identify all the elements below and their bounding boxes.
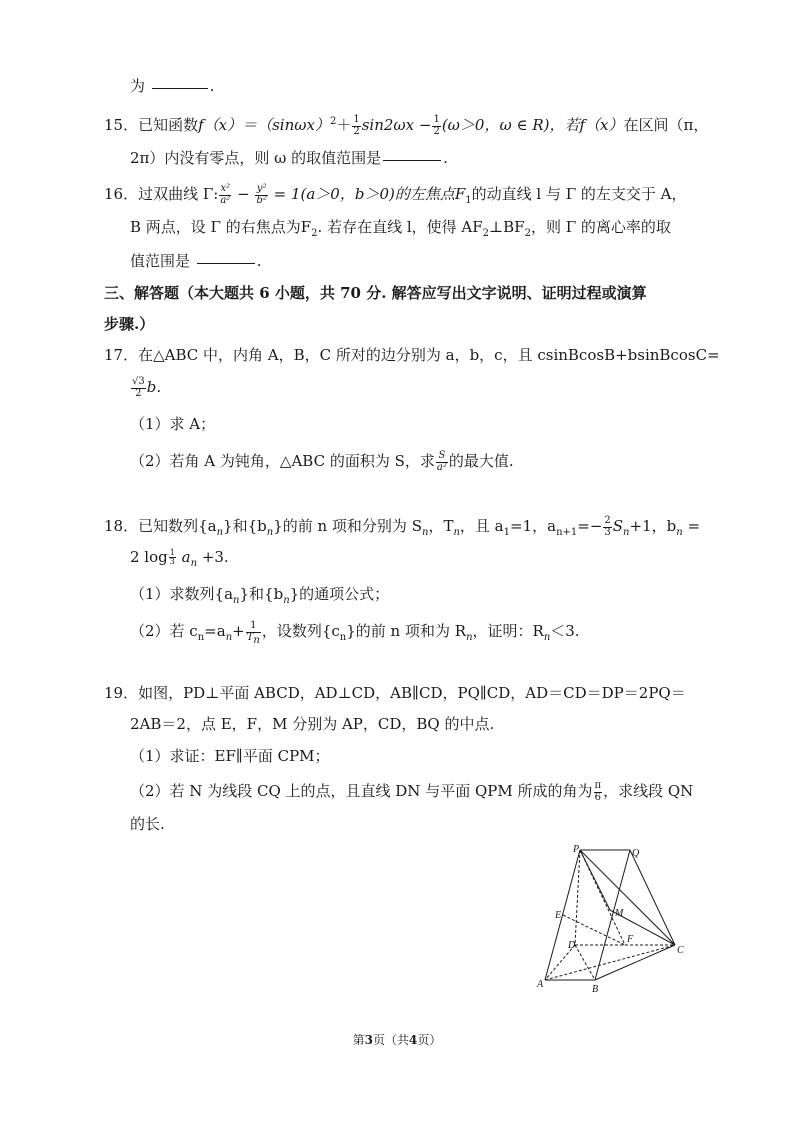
- footer-mid: 页（共: [372, 1033, 409, 1047]
- q18-sub: 1: [503, 527, 510, 538]
- frac-den: 3: [604, 526, 611, 538]
- q16-text: 16．过双曲线 Γ:: [104, 185, 219, 203]
- frac-den: 6: [594, 791, 601, 803]
- q16-text-2: 的动直线 l 与 Γ 的左支交于 A，: [471, 185, 687, 203]
- q16-sub-2: 2: [311, 228, 318, 239]
- q18-part-1-text-3: }的通项公式；: [289, 585, 390, 603]
- q18-sub: n: [283, 595, 290, 606]
- q18-sub: n: [216, 527, 224, 538]
- q15-sin: sin2ωx −: [361, 116, 432, 134]
- label-B: B: [592, 984, 599, 995]
- q18-sub: n: [466, 632, 473, 643]
- label-Q: Q: [632, 848, 640, 859]
- figure-edges: [545, 850, 675, 980]
- answer-blank: [383, 159, 441, 161]
- q18-plus3: +3.: [201, 547, 229, 566]
- q18-part-2-text-6: ＜3.: [550, 622, 580, 640]
- q19-text-2: 2AB＝2，点 E，F，M 分别为 AP，CD，BQ 的中点.: [130, 715, 495, 733]
- frac-den: 3: [169, 557, 175, 567]
- q17-text: 17．在△ABC 中，内角 A，B，C 所对的边分别为 a，b，c，且 csinBcosB+bsinBcosC=: [104, 346, 720, 364]
- q18-frac-2-3: [603, 516, 611, 538]
- section-3-heading: [104, 286, 647, 301]
- q16-frac-x: [219, 184, 231, 206]
- q16-eq: = 1(a＞0，b＞0)的左焦点F: [273, 185, 466, 203]
- question-19-line-1: [104, 686, 686, 701]
- q18-frac-1-Tn: [246, 620, 261, 646]
- q15-fx: f（x）: [579, 116, 624, 134]
- q18-sub: n: [339, 632, 347, 643]
- q18-sub: n: [233, 595, 240, 606]
- figure-label-group: [536, 844, 684, 995]
- q19-frac-pi-6: [594, 781, 603, 803]
- q18-sub: n: [266, 527, 274, 538]
- label-E: E: [555, 910, 562, 921]
- frac-den: 2: [353, 125, 360, 137]
- q17-part-1-text: （1）求 A；: [130, 415, 216, 433]
- q16-sub: 1: [465, 195, 472, 206]
- q18-sub: n: [190, 557, 198, 569]
- q18-part-1-text: （1）求数列{a: [130, 585, 234, 603]
- edge-QB: [595, 850, 630, 980]
- question-19-part-1: [130, 749, 330, 764]
- q14-tail: 为 .: [130, 77, 215, 95]
- q15-plus: ＋: [336, 116, 352, 134]
- footer-prefix: 第: [352, 1033, 365, 1047]
- edge-BC: [595, 945, 675, 980]
- q18-text-7: =−: [577, 517, 603, 535]
- question-17-part-1: [130, 417, 215, 432]
- q18-frac-1-3: [169, 549, 176, 567]
- answer-blank: [152, 87, 208, 89]
- edge-QC: [630, 850, 675, 945]
- q18-text-2: }和{b: [223, 517, 267, 535]
- q18-part-2-text-5: ，证明：R: [472, 622, 544, 640]
- q18-sub: n: [543, 632, 551, 643]
- frac-den: 2: [433, 125, 440, 137]
- frac-num: y²: [256, 183, 267, 194]
- q15-cond: (ω＞0，ω ∈ R)，若: [441, 116, 580, 134]
- question-18-line-2: [130, 549, 229, 567]
- frac-num: π: [594, 780, 602, 791]
- q18-text-6: =1，a: [510, 517, 557, 535]
- q16-text-7: 值范围是: [130, 252, 191, 270]
- q15-sup: 2: [329, 116, 337, 127]
- question-16-line-3: 值范围是 .: [130, 252, 262, 270]
- q18-text-4: ，T: [428, 517, 454, 535]
- question-16-line-2: [130, 218, 671, 239]
- q18-text-3: }的前 n 项和分别为 S: [273, 517, 422, 535]
- page-footer: [0, 1031, 794, 1048]
- frac-den-T: T: [246, 631, 254, 643]
- frac-den: a²: [436, 461, 447, 473]
- q18-part-2-text-3: ，设数列{c: [261, 622, 340, 640]
- q18-sub: n: [197, 632, 205, 643]
- q17-frac-S: [436, 451, 448, 473]
- q18-sub: n: [421, 527, 429, 538]
- edge-PA: [545, 850, 580, 980]
- edge-DB: [575, 945, 595, 980]
- q18-part-2-text: （2）若 c: [130, 622, 198, 640]
- label-C: C: [677, 945, 684, 956]
- question-19-line-2: [130, 717, 494, 732]
- q19-part-2-text-3: 的长.: [130, 815, 165, 833]
- q17-part-2-text: （2）若角 A 为钝角，△ABC 的面积为 S，求: [130, 452, 435, 470]
- footer-suffix: 页）: [417, 1033, 442, 1047]
- q18-text-5: ，且 a: [459, 517, 504, 535]
- q18-eq: =: [687, 517, 701, 535]
- q15-text: 15．已知函数: [104, 116, 199, 134]
- section-3-heading-text-2: 步骤.）: [104, 315, 155, 333]
- frac-num: 1: [353, 114, 360, 125]
- q16-text-5: ⊥BF: [489, 218, 525, 236]
- q18-sub: n: [453, 527, 460, 538]
- question-16-line-1: 16．过双曲线 Γ: $\frac{\text{x²}}{\text{a²}}$ − $\frac{\text{y²}}{\text{b²}}$ = 1(a＞0，b＞0)的左焦点$F_1$的动直线 l 与 Γ 的左支交于 A，: [104, 183, 687, 206]
- q18-S: S: [612, 517, 624, 535]
- q15-interval: 在区间（π，: [623, 116, 709, 134]
- q19-part-2-text-2: ，求线段 QN: [603, 782, 694, 800]
- q18-sub: n+1: [556, 527, 578, 538]
- frac-den-sub: n: [253, 634, 260, 646]
- q18-part-2-text-2: =a: [204, 622, 226, 640]
- q18-part-2-text-4: }的前 n 项和为 R: [346, 622, 467, 640]
- edge-PC: [580, 850, 675, 945]
- q18-a: a: [181, 547, 191, 566]
- q15-frac-half-2: [432, 115, 440, 137]
- frac-num: x²: [220, 183, 231, 194]
- frac-num: 1: [433, 114, 440, 125]
- question-15-line-1: [104, 115, 708, 137]
- frac-num: S: [436, 451, 448, 463]
- frac-den: b²: [256, 194, 267, 206]
- label-M: M: [615, 908, 624, 919]
- q18-log: 2 log: [130, 547, 168, 566]
- q18-plus: +: [232, 622, 245, 640]
- label-F: F: [627, 934, 634, 945]
- q16-frac-y: [255, 184, 267, 206]
- q16-text-4: . 若存在直线 l，使得 AF: [317, 218, 483, 236]
- q19-part-1-text: （1）求证：EF∥平面 CPM；: [130, 747, 330, 765]
- label-P: P: [573, 844, 580, 855]
- question-18-part-2: [130, 620, 580, 646]
- section-3-heading-cont: [104, 317, 154, 332]
- frac-den: 2: [135, 387, 142, 399]
- frac-num: 1: [169, 548, 175, 557]
- question-15-line-2: 2π）内没有零点，则 ω 的取值范围是 .: [130, 149, 448, 167]
- q17-frac-sqrt3: [131, 377, 146, 399]
- frac-den: a²: [220, 194, 231, 206]
- q18-sub: n: [623, 527, 630, 538]
- question-18-part-1: [130, 585, 390, 606]
- q17-part-2-text-2: 的最大值.: [448, 452, 514, 470]
- label-A: A: [537, 979, 544, 990]
- question-17-line-1: [104, 348, 720, 363]
- question-17-part-2: [130, 451, 514, 473]
- geometry-figure: [535, 840, 695, 995]
- edge-AC: [545, 945, 675, 980]
- q18-text-8: +1，b: [629, 517, 677, 535]
- question-19-part-2-cont: [130, 817, 165, 832]
- label-D: D: [568, 940, 576, 951]
- q16-text-6: ，则 Γ 的离心率的取: [530, 218, 671, 236]
- q15-text-2: 2π）内没有零点，则 ω 的取值范围是: [130, 149, 382, 167]
- frac-num: 1: [246, 621, 261, 633]
- figure-hidden-edges: [545, 850, 675, 980]
- q18-part-1-text-2: }和{b: [239, 585, 284, 603]
- q16-sub-4: 2: [524, 228, 531, 239]
- frac-den: [246, 633, 261, 644]
- q18-sub: n: [676, 527, 683, 538]
- q18-sub: n: [225, 632, 233, 643]
- question-19-part-2: [130, 781, 693, 803]
- question-18-line-1: [104, 516, 700, 538]
- q14-tail-text: 为: [130, 77, 146, 95]
- footer-page-number: 3: [364, 1033, 373, 1047]
- q15-frac-half: [352, 115, 360, 137]
- q18-text: 18．已知数列{a: [104, 517, 217, 535]
- section-3-heading-text: 三、解答题（本大题共 6 小题，共 70 分. 解答应写出文字说明、证明过程或演算: [104, 284, 647, 302]
- frac-num: 2: [604, 515, 611, 526]
- edge-PF: [580, 850, 625, 945]
- answer-blank: [197, 262, 255, 264]
- question-17-line-2: [130, 377, 161, 399]
- footer-total-pages: 4: [409, 1033, 418, 1047]
- q19-text: 19．如图，PD⊥平面 ABCD，AD⊥CD，AB∥CD，PQ∥CD，AD＝CD＝DP＝2PQ＝: [104, 684, 686, 702]
- q15-func: f（x）＝（sinωx）: [198, 116, 330, 134]
- q17-b: b.: [146, 378, 162, 396]
- q16-text-3: B 两点，设 Γ 的右焦点为F: [130, 218, 312, 236]
- q16-sub-3: 2: [482, 228, 490, 239]
- frac-num: √3: [132, 376, 145, 387]
- q19-part-2-text: （2）若 N 为线段 CQ 上的点，且直线 DN 与平面 QPM 所成的角为: [130, 782, 593, 800]
